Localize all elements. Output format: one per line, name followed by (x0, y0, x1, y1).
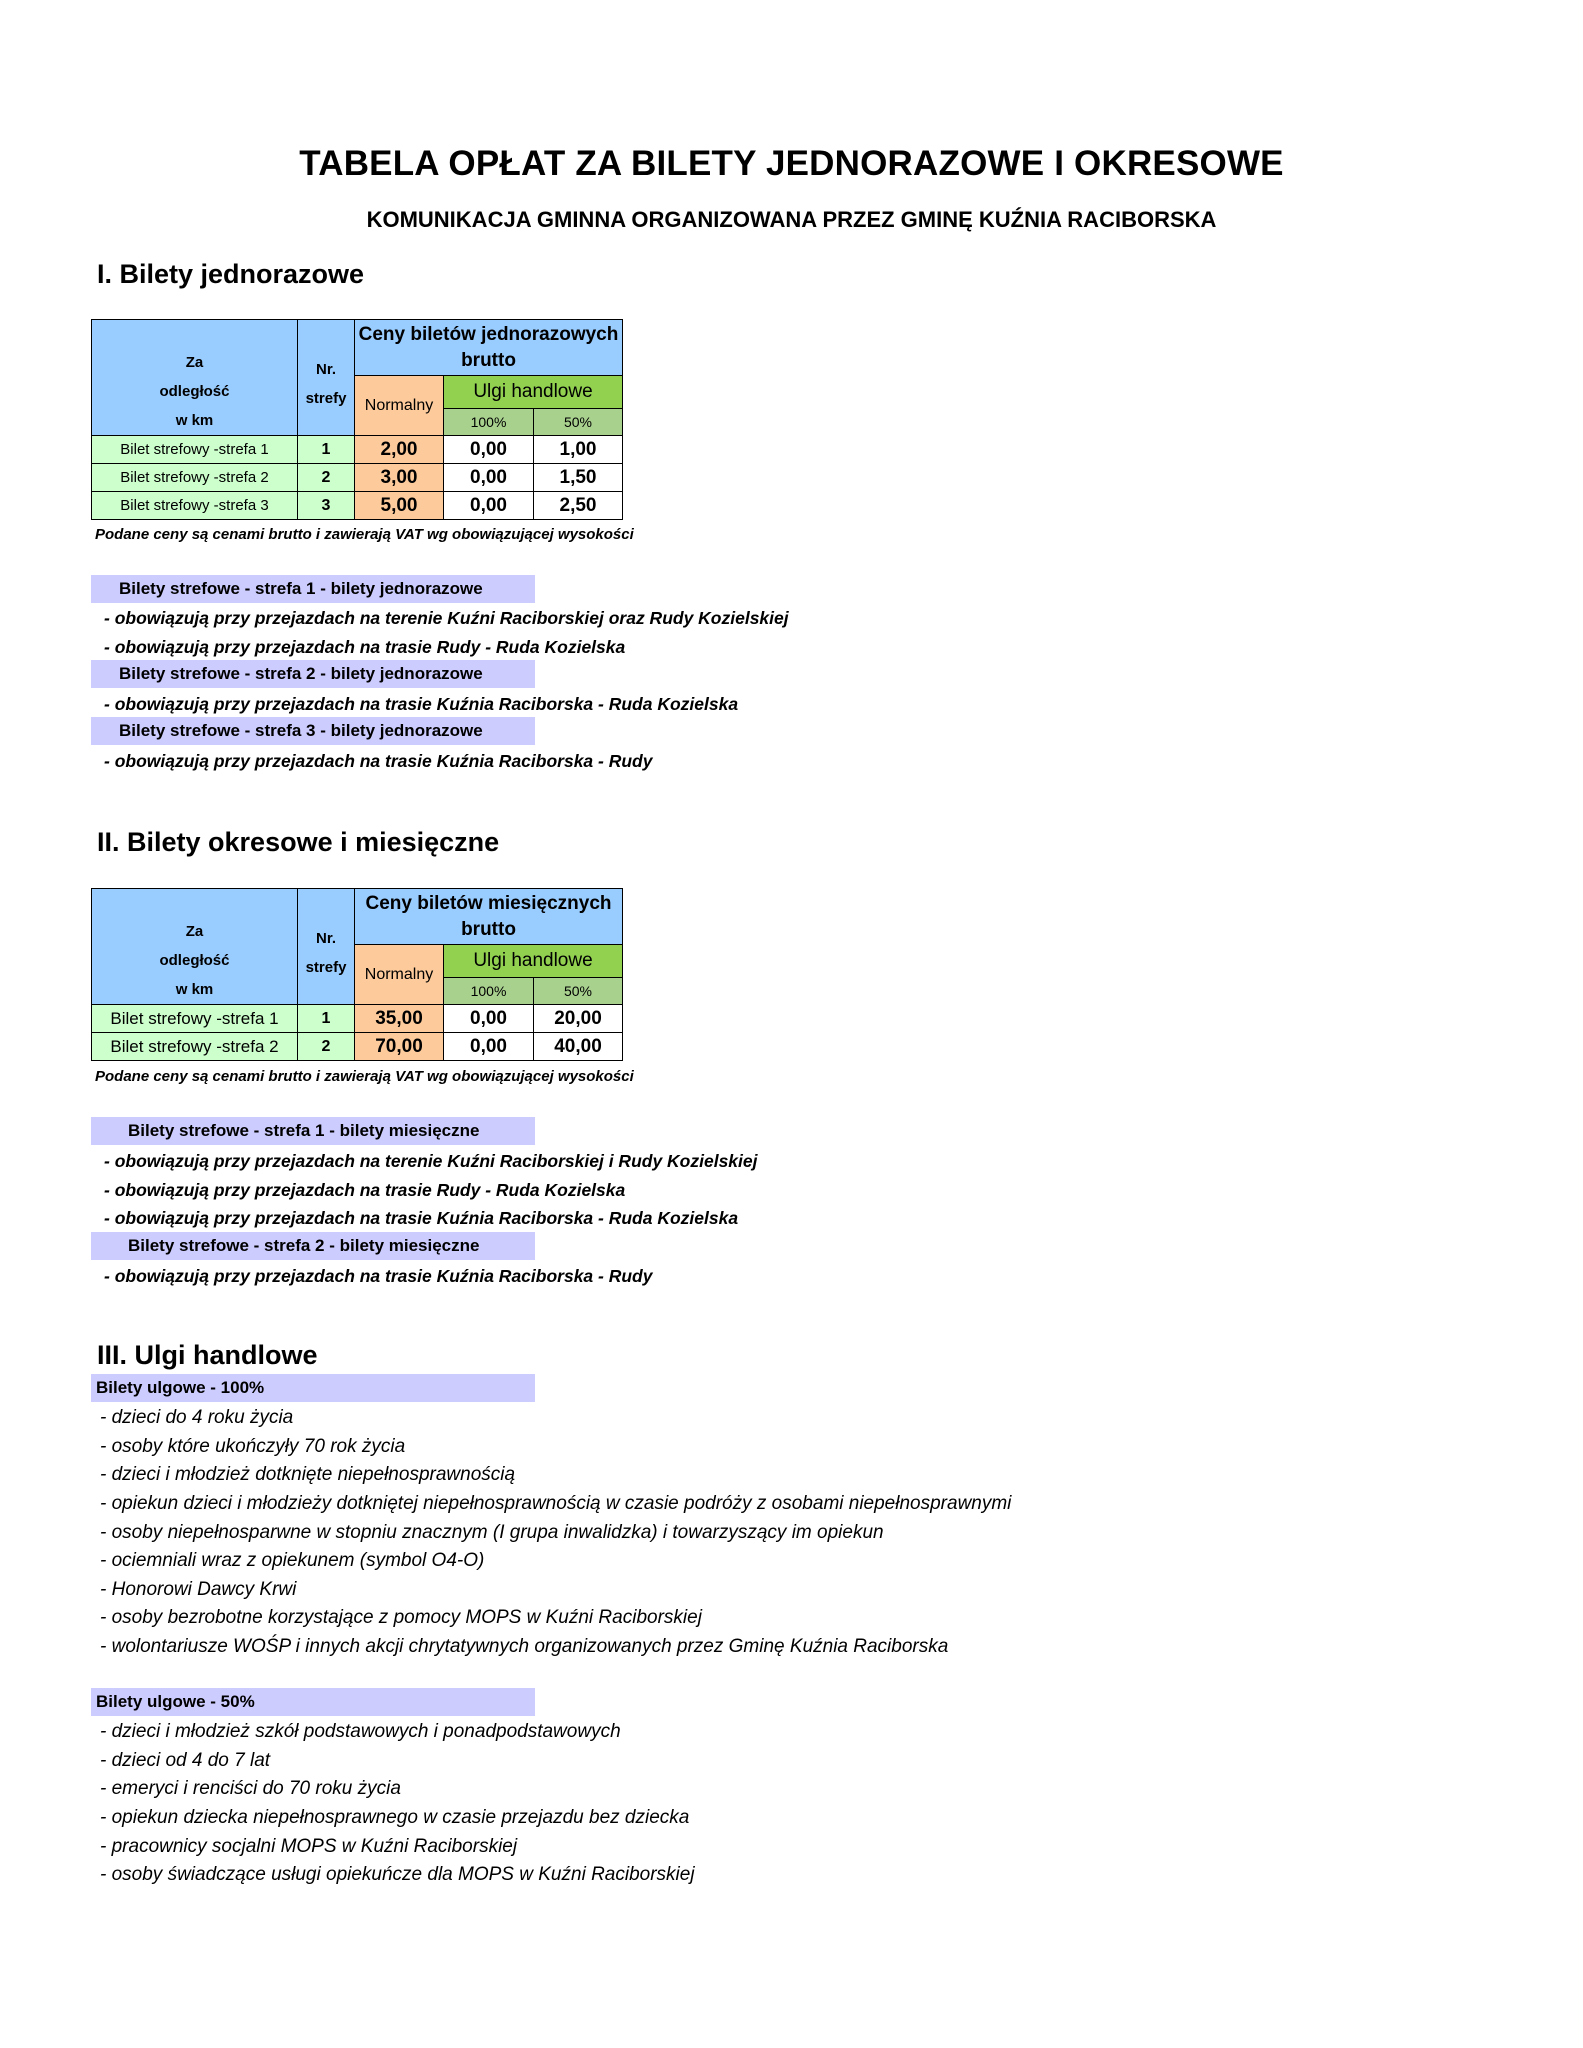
header-normal: Normalny (355, 376, 444, 436)
list-item: - osoby świadczące usługi opiekuńcze dla MOPS w Kuźni Raciborskiej (100, 1864, 695, 1885)
row-price-50: 40,00 (534, 1033, 623, 1061)
list-item: - ociemniali wraz z opiekunem (symbol O4-O) (100, 1550, 485, 1571)
monthly-ticket-table (91, 888, 623, 1061)
row-label: Bilet strefowy -strefa 1 (92, 436, 298, 464)
zone-band: Bilety strefowe - strefa 2 - bilety miesięczne (91, 1232, 535, 1260)
list-item: - obowiązują przy przejazdach na trasie Kuźnia Raciborska - Rudy (104, 751, 653, 771)
table-row (92, 464, 623, 492)
row-normal-price: 5,00 (355, 492, 444, 520)
list-item: - opiekun dziecka niepełnosprawnego w czasie przejazdu bez dziecka (100, 1807, 690, 1828)
row-label: Bilet strefowy -strefa 2 (92, 464, 298, 492)
header-price: Ceny biletów miesięcznych brutto (355, 889, 623, 945)
list-item: - obowiązują przy przejazdach na trasie Kuźnia Raciborska - Ruda Kozielska (104, 694, 739, 714)
table-row (92, 436, 623, 464)
discount-50-band: Bilety ulgowe - 50% (91, 1688, 535, 1716)
header-zone-number: Nr. strefy (298, 320, 355, 436)
list-item: - emeryci i renciści do 70 roku życia (100, 1778, 401, 1799)
row-zone: 1 (298, 1005, 355, 1033)
header-normal: Normalny (355, 945, 444, 1005)
list-item: - obowiązują przy przejazdach na trasie Rudy - Ruda Kozielska (104, 637, 626, 657)
list-item: - osoby bezrobotne korzystające z pomocy MOPS w Kuźni Raciborskiej (100, 1607, 702, 1628)
row-price-50: 1,50 (534, 464, 623, 492)
list-item: - dzieci i młodzież dotknięte niepełnosprawnością (100, 1464, 516, 1485)
table-row (92, 492, 623, 520)
row-normal-price: 3,00 (355, 464, 444, 492)
row-price-100: 0,00 (444, 464, 534, 492)
list-item: - obowiązują przy przejazdach na terenie Kuźni Raciborskiej oraz Rudy Kozielskiej (104, 608, 789, 628)
row-price-100: 0,00 (444, 1005, 534, 1033)
header-100-percent: 100% (444, 409, 534, 436)
list-item: - dzieci od 4 do 7 lat (100, 1750, 271, 1771)
header-distance: Za odległość w km (92, 889, 298, 1005)
row-normal-price: 35,00 (355, 1005, 444, 1033)
vat-note: Podane ceny są cenami brutto i zawierają VAT wg obowiązującej wysokości (95, 526, 634, 543)
row-price-50: 1,00 (534, 436, 623, 464)
header-50-percent: 50% (534, 978, 623, 1005)
list-item: - obowiązują przy przejazdach na terenie Kuźni Raciborskiej i Rudy Kozielskiej (104, 1151, 758, 1171)
zone-band: Bilety strefowe - strefa 2 - bilety jednorazowe (91, 660, 535, 688)
row-price-100: 0,00 (444, 436, 534, 464)
row-normal-price: 70,00 (355, 1033, 444, 1061)
row-price-100: 0,00 (444, 1033, 534, 1061)
row-zone: 3 (298, 492, 355, 520)
list-item: - osoby niepełnosparwne w stopniu znacznym (I grupa inwalidzka) i towarzyszący im opiekun (100, 1522, 884, 1543)
section-2-heading: II. Bilety okresowe i miesięczne (97, 827, 500, 857)
row-price-100: 0,00 (444, 492, 534, 520)
list-item: - Honorowi Dawcy Krwi (100, 1579, 297, 1600)
zone-band: Bilety strefowe - strefa 3 - bilety jednorazowe (91, 717, 535, 745)
list-item: - dzieci i młodzież szkół podstawowych i ponadpodstawowych (100, 1721, 621, 1742)
row-label: Bilet strefowy -strefa 3 (92, 492, 298, 520)
row-price-50: 2,50 (534, 492, 623, 520)
list-item: - obowiązują przy przejazdach na trasie Kuźnia Raciborska - Ruda Kozielska (104, 1208, 739, 1228)
header-50-percent: 50% (534, 409, 623, 436)
header-price: Ceny biletów jednorazowych brutto (355, 320, 623, 376)
header-discounts: Ulgi handlowe (444, 376, 623, 409)
list-item: - dzieci do 4 roku życia (100, 1407, 294, 1428)
row-price-50: 20,00 (534, 1005, 623, 1033)
list-item: - obowiązują przy przejazdach na trasie Kuźnia Raciborska - Rudy (104, 1266, 653, 1286)
section-1-heading: I. Bilety jednorazowe (97, 259, 365, 289)
zone-band: Bilety strefowe - strefa 1 - bilety miesięczne (91, 1117, 535, 1145)
page-title: TABELA OPŁAT ZA BILETY JEDNORAZOWE I OKRESOWE (299, 144, 1284, 183)
row-label: Bilet strefowy -strefa 2 (92, 1033, 298, 1061)
list-item: - opiekun dzieci i młodzieży dotkniętej niepełnosprawnością w czasie podróży z osobami niepełnosprawnymi (100, 1493, 1012, 1514)
table-row (92, 1033, 623, 1061)
row-label: Bilet strefowy -strefa 1 (92, 1005, 298, 1033)
row-zone: 1 (298, 436, 355, 464)
header-100-percent: 100% (444, 978, 534, 1005)
header-discounts: Ulgi handlowe (444, 945, 623, 978)
single-ticket-table (91, 319, 623, 520)
list-item: - osoby które ukończyły 70 rok życia (100, 1436, 406, 1457)
row-normal-price: 2,00 (355, 436, 444, 464)
page-subtitle: KOMUNIKACJA GMINNA ORGANIZOWANA PRZEZ GMINĘ KUŹNIA RACIBORSKA (366, 207, 1217, 232)
list-item: - obowiązują przy przejazdach na trasie Rudy - Ruda Kozielska (104, 1180, 626, 1200)
row-zone: 2 (298, 464, 355, 492)
header-zone-number: Nr. strefy (298, 889, 355, 1005)
list-item: - wolontariusze WOŚP i innych akcji chrytatywnych organizowanych przez Gminę Kuźnia Raciborska (100, 1636, 949, 1657)
table-row (92, 1005, 623, 1033)
header-distance: Za odległość w km (92, 320, 298, 436)
vat-note: Podane ceny są cenami brutto i zawierają VAT wg obowiązującej wysokości (95, 1068, 634, 1085)
row-zone: 2 (298, 1033, 355, 1061)
list-item: - pracownicy socjalni MOPS w Kuźni Raciborskiej (100, 1836, 518, 1857)
section-3-heading: III. Ulgi handlowe (97, 1340, 318, 1370)
zone-band: Bilety strefowe - strefa 1 - bilety jednorazowe (91, 575, 535, 603)
discount-100-band: Bilety ulgowe - 100% (91, 1374, 535, 1402)
